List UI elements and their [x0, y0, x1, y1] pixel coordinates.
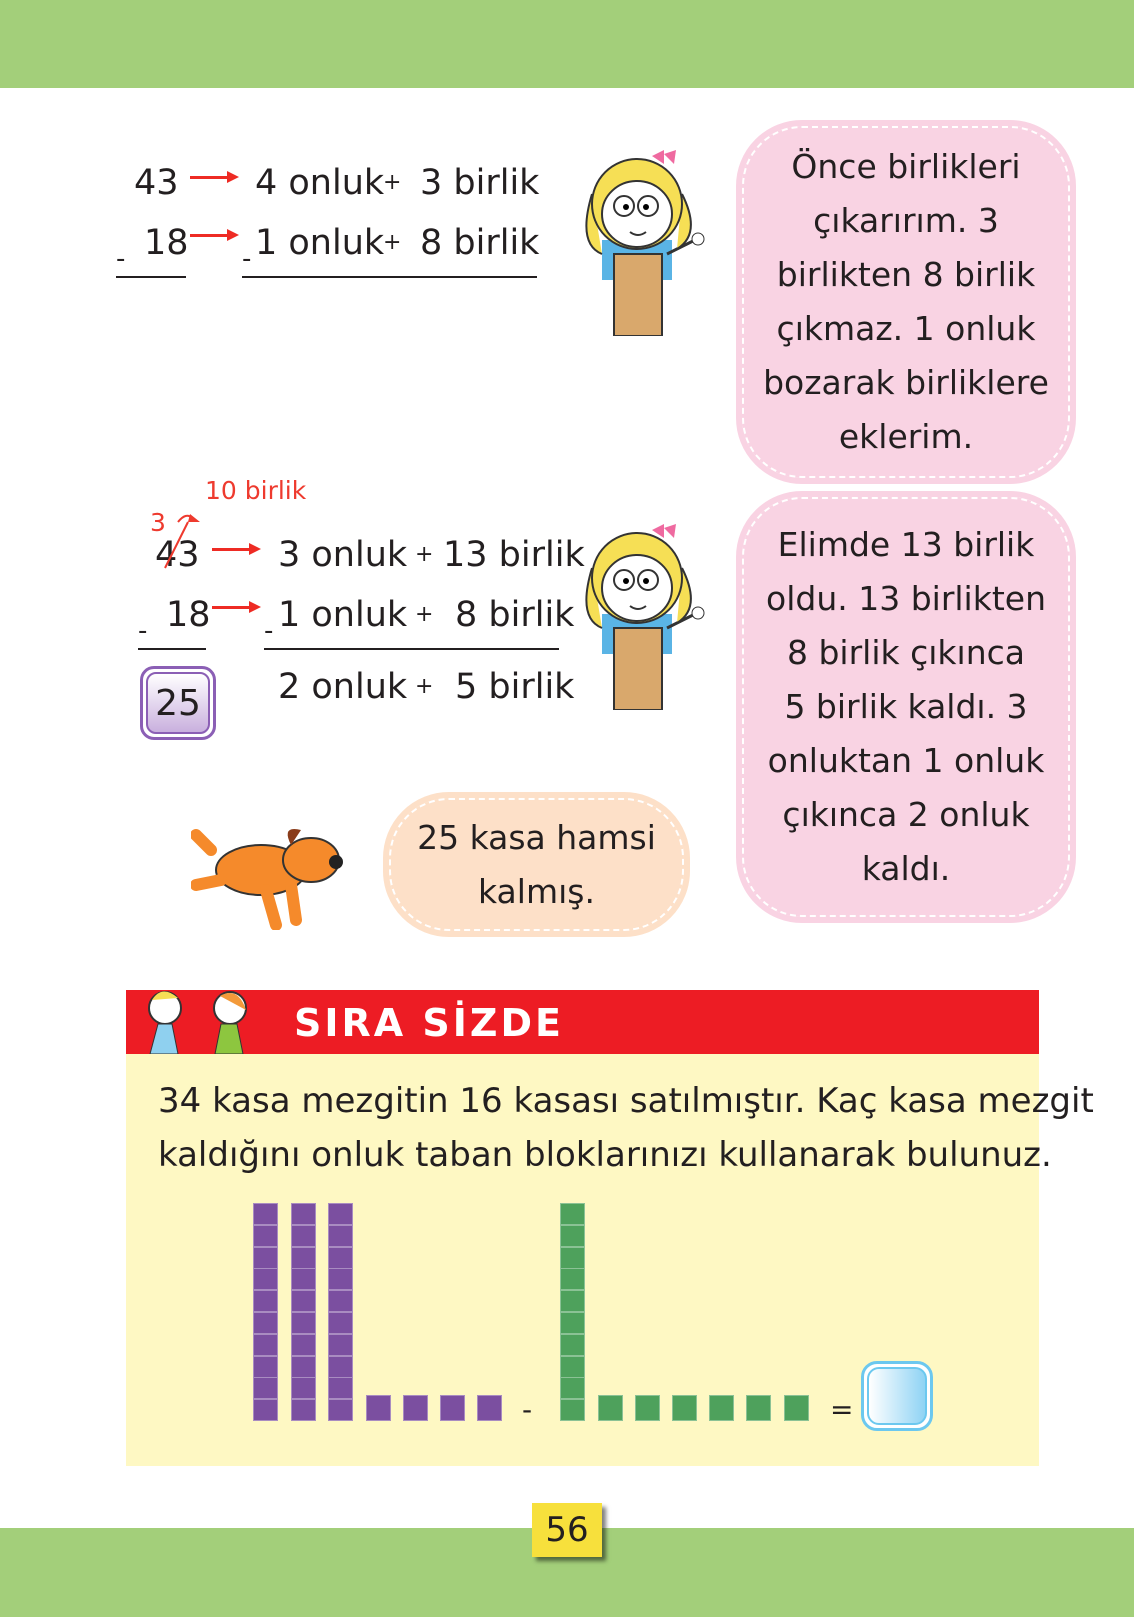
divider [264, 648, 559, 650]
top-band [0, 0, 1134, 88]
dog-character-icon [191, 820, 346, 930]
minuend-rod-cube [291, 1203, 316, 1225]
bubble-line: kaldı. [861, 849, 951, 888]
minuend-rod-cube [291, 1356, 316, 1378]
subtrahend-unit-cube [598, 1395, 623, 1421]
minuend-rod-cube [291, 1399, 316, 1421]
bubble-line: kalmış. [478, 871, 595, 911]
minuend-rod-cube [328, 1399, 353, 1421]
minuend-rod-cube [253, 1399, 278, 1421]
subtrahend-unit-cube [635, 1395, 660, 1421]
minus-sign: - [138, 616, 148, 646]
subtrahend-rod-cube [560, 1377, 585, 1399]
plus: + [383, 230, 402, 255]
tens: 3 onluk [278, 535, 408, 575]
minuend-rod-cube [253, 1268, 278, 1290]
minuend-rod-cube [328, 1356, 353, 1378]
bubble-line: onluktan 1 onluk [767, 741, 1045, 780]
minuend-rod-cube [253, 1247, 278, 1269]
subtrahend-unit-cube [672, 1395, 697, 1421]
strike-arrow-icon [160, 510, 205, 570]
number: 18 [144, 223, 189, 263]
minuend-rod-cube [253, 1356, 278, 1378]
minuend-rod-cube [291, 1377, 316, 1399]
minuend-rod-cube [291, 1312, 316, 1334]
bubble-line: eklerim. [838, 417, 974, 456]
subtrahend-rod-cube [560, 1356, 585, 1378]
bubble-line: Önce birlikleri [791, 147, 1021, 186]
arrow-icon [212, 606, 257, 609]
minuend-rod-cube [328, 1225, 353, 1247]
minuend-rod-cube [253, 1225, 278, 1247]
result-number: 25 [146, 672, 210, 734]
minuend-rod-cube [253, 1203, 278, 1225]
subtrahend-rod-cube [560, 1399, 585, 1421]
answer-box[interactable] [861, 1361, 933, 1431]
minuend-rod-cube [291, 1247, 316, 1269]
plus: + [415, 542, 434, 567]
bubble-line: 25 kasa hamsi [417, 817, 656, 857]
minuend-rod-cube [291, 1268, 316, 1290]
bubble-line: 5 birlik kaldı. 3 [784, 687, 1028, 726]
plus: + [415, 602, 434, 627]
minuend-rod-cube [253, 1334, 278, 1356]
ones: 8 birlik [455, 595, 575, 635]
crossed-digit: 3 [150, 508, 166, 537]
arrow-icon [190, 234, 235, 237]
bubble-line: çıkmaz. 1 onluk [776, 309, 1036, 348]
bubble-line: çıkınca 2 onluk [782, 795, 1030, 834]
plus: + [383, 170, 402, 195]
minuend-unit-cube [440, 1395, 465, 1421]
number: 43 [155, 535, 200, 575]
minus-sign: - [264, 616, 274, 646]
tens: 4 onluk [255, 163, 385, 203]
equals-sign: = [830, 1393, 854, 1426]
bubble-line: oldu. 13 birlikten [766, 579, 1046, 618]
ones: 13 birlik [443, 535, 585, 575]
kids-icon [140, 986, 260, 1054]
subtrahend-rod-cube [560, 1268, 585, 1290]
bubble-line: çıkarırım. 3 [813, 201, 999, 240]
minuend-rod-cube [328, 1268, 353, 1290]
girl-character-icon [572, 144, 722, 336]
bubble-line: birlikten 8 birlik [776, 255, 1036, 294]
minuend-rod-cube [328, 1290, 353, 1312]
minuend-unit-cube [366, 1395, 391, 1421]
plus: + [415, 674, 434, 699]
minuend-rod-cube [291, 1290, 316, 1312]
dog-speech-bubble [389, 798, 684, 931]
question-line: 34 kasa mezgitin 16 kasası satılmıştır. Kaç kasa mezgit [158, 1081, 1094, 1121]
subtrahend-rod-cube [560, 1312, 585, 1334]
minuend-rod-cube [328, 1334, 353, 1356]
minuend-rod-cube [328, 1312, 353, 1334]
minuend-rod-cube [328, 1377, 353, 1399]
subtrahend-unit-cube [784, 1395, 809, 1421]
minuend-rod-cube [253, 1290, 278, 1312]
minuend-rod-cube [253, 1377, 278, 1399]
subtrahend-rod-cube [560, 1247, 585, 1269]
question-line: kaldığını onluk taban bloklarınızı kullanarak bulunuz. [158, 1135, 1052, 1175]
minuend-rod-cube [328, 1247, 353, 1269]
minuend-rod-cube [291, 1334, 316, 1356]
tens: 1 onluk [278, 595, 408, 635]
number: 18 [166, 595, 211, 635]
bubble-line: bozarak birliklere [763, 363, 1049, 402]
girl-character-icon [572, 518, 722, 710]
divider [116, 276, 186, 278]
number: 43 [134, 163, 179, 203]
minus-sign: - [242, 244, 252, 274]
ones: 3 birlik [420, 163, 540, 203]
page-number: 56 [532, 1503, 602, 1557]
subtrahend-rod-cube [560, 1290, 585, 1312]
tens: 1 onluk [255, 223, 385, 263]
ones: 8 birlik [420, 223, 540, 263]
bubble-line: Elimde 13 birlik [777, 525, 1035, 564]
minuend-unit-cube [477, 1395, 502, 1421]
minuend-rod-cube [328, 1203, 353, 1225]
minus-sign: - [522, 1393, 533, 1426]
tens: 2 onluk [278, 667, 408, 707]
speech-bubble-2 [742, 497, 1070, 917]
subtrahend-unit-cube [746, 1395, 771, 1421]
answer-input[interactable] [867, 1367, 927, 1425]
arrow-icon [190, 176, 235, 179]
subtrahend-rod-cube [560, 1203, 585, 1225]
minus-sign: - [116, 244, 126, 274]
minuend-rod-cube [253, 1312, 278, 1334]
divider [242, 276, 537, 278]
arrow-icon [212, 548, 257, 551]
divider [138, 648, 206, 650]
exercise-header [126, 990, 1039, 1054]
subtrahend-unit-cube [709, 1395, 734, 1421]
minuend-unit-cube [403, 1395, 428, 1421]
exercise-title: SIRA SİZDE [294, 1001, 564, 1045]
ones: 5 birlik [455, 667, 575, 707]
minuend-rod-cube [291, 1225, 316, 1247]
bubble-line: 8 birlik çıkınca [787, 633, 1025, 672]
subtrahend-rod-cube [560, 1334, 585, 1356]
speech-bubble-1 [742, 126, 1070, 478]
subtrahend-rod-cube [560, 1225, 585, 1247]
result-badge [140, 666, 216, 740]
borrow-note: 10 birlik [205, 476, 307, 505]
